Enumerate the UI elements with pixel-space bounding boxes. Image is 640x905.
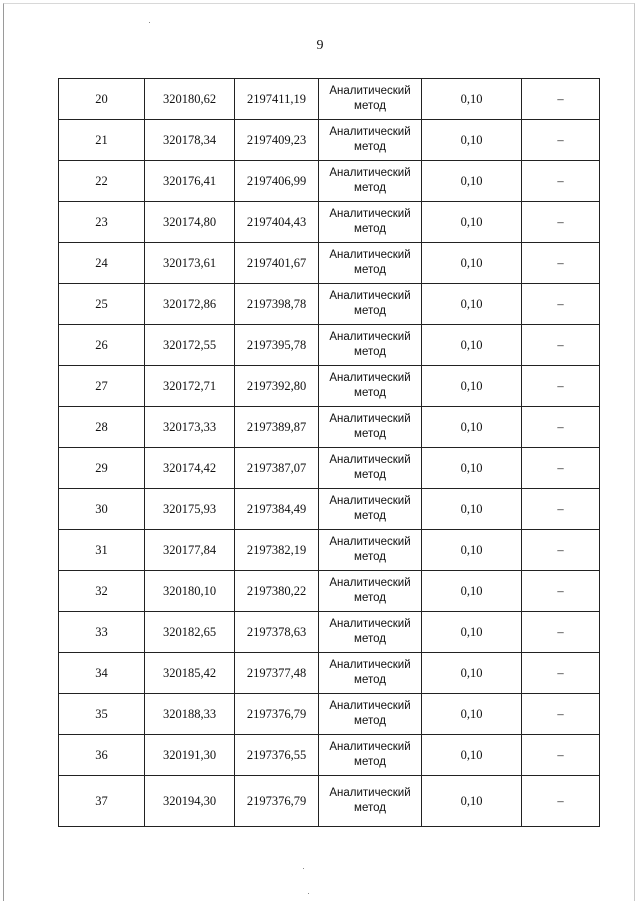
point-number-cell: 35	[59, 694, 145, 735]
table-row	[59, 284, 600, 325]
point-number-cell: 31	[59, 530, 145, 571]
x-coordinate-cell: 320185,42	[145, 653, 235, 694]
note-cell: –	[522, 530, 600, 571]
method-cell	[319, 776, 422, 827]
point-number-cell: 29	[59, 448, 145, 489]
point-number-cell: 33	[59, 612, 145, 653]
page-number: 9	[316, 38, 324, 53]
method-cell	[319, 571, 422, 612]
table-row	[59, 448, 600, 489]
accuracy-cell: 0,10	[422, 612, 522, 653]
accuracy-cell: 0,10	[422, 489, 522, 530]
accuracy-cell: 0,10	[422, 776, 522, 827]
table-row	[59, 735, 600, 776]
method-text: Аналитический метод	[329, 290, 411, 317]
method-text: Аналитический метод	[329, 413, 411, 440]
x-coordinate-cell: 320173,61	[145, 243, 235, 284]
note-cell: –	[522, 407, 600, 448]
point-number-cell: 20	[59, 79, 145, 120]
x-coordinate-cell: 320172,55	[145, 325, 235, 366]
note-cell: –	[522, 489, 600, 530]
table-row	[59, 325, 600, 366]
y-coordinate-cell: 2197382,19	[235, 530, 319, 571]
point-number-cell: 36	[59, 735, 145, 776]
accuracy-cell: 0,10	[422, 243, 522, 284]
accuracy-cell: 0,10	[422, 284, 522, 325]
note-cell: –	[522, 776, 600, 827]
method-cell	[319, 325, 422, 366]
y-coordinate-cell: 2197401,67	[235, 243, 319, 284]
method-text: Аналитический метод	[329, 495, 411, 522]
method-text: Аналитический метод	[329, 454, 411, 481]
x-coordinate-cell: 320175,93	[145, 489, 235, 530]
y-coordinate-cell: 2197376,79	[235, 776, 319, 827]
method-text: Аналитический метод	[329, 331, 411, 358]
note-cell: –	[522, 79, 600, 120]
method-cell	[319, 735, 422, 776]
note-cell: –	[522, 571, 600, 612]
x-coordinate-cell: 320174,80	[145, 202, 235, 243]
table-row	[59, 79, 600, 120]
x-coordinate-cell: 320180,62	[145, 79, 235, 120]
method-text: Аналитический метод	[329, 85, 411, 112]
x-coordinate-cell: 320178,34	[145, 120, 235, 161]
table-row	[59, 571, 600, 612]
point-number-cell: 25	[59, 284, 145, 325]
y-coordinate-cell: 2197409,23	[235, 120, 319, 161]
x-coordinate-cell: 320191,30	[145, 735, 235, 776]
method-text: Аналитический метод	[329, 372, 411, 399]
method-text: Аналитический метод	[329, 618, 411, 645]
point-number-cell: 30	[59, 489, 145, 530]
x-coordinate-cell: 320177,84	[145, 530, 235, 571]
y-coordinate-cell: 2197376,55	[235, 735, 319, 776]
method-cell	[319, 202, 422, 243]
note-cell: –	[522, 325, 600, 366]
y-coordinate-cell: 2197392,80	[235, 366, 319, 407]
y-coordinate-cell: 2197404,43	[235, 202, 319, 243]
method-text: Аналитический метод	[329, 659, 411, 686]
note-cell: –	[522, 694, 600, 735]
scan-speck	[303, 868, 304, 869]
accuracy-cell: 0,10	[422, 325, 522, 366]
note-cell: –	[522, 284, 600, 325]
y-coordinate-cell: 2197378,63	[235, 612, 319, 653]
point-number-cell: 22	[59, 161, 145, 202]
method-text: Аналитический метод	[329, 700, 411, 727]
method-text: Аналитический метод	[329, 249, 411, 276]
method-cell	[319, 120, 422, 161]
y-coordinate-cell: 2197377,48	[235, 653, 319, 694]
method-text: Аналитический метод	[329, 208, 411, 235]
accuracy-cell: 0,10	[422, 202, 522, 243]
point-number-cell: 26	[59, 325, 145, 366]
accuracy-cell: 0,10	[422, 571, 522, 612]
y-coordinate-cell: 2197406,99	[235, 161, 319, 202]
method-text: Аналитический метод	[329, 741, 411, 768]
point-number-cell: 21	[59, 120, 145, 161]
method-cell	[319, 243, 422, 284]
y-coordinate-cell: 2197376,79	[235, 694, 319, 735]
scan-speck	[149, 22, 150, 23]
note-cell: –	[522, 735, 600, 776]
coordinates-table	[58, 78, 600, 827]
table-row	[59, 489, 600, 530]
method-cell	[319, 79, 422, 120]
y-coordinate-cell: 2197389,87	[235, 407, 319, 448]
method-cell	[319, 653, 422, 694]
note-cell: –	[522, 653, 600, 694]
x-coordinate-cell: 320172,86	[145, 284, 235, 325]
point-number-cell: 23	[59, 202, 145, 243]
method-text: Аналитический метод	[329, 167, 411, 194]
accuracy-cell: 0,10	[422, 120, 522, 161]
table-row	[59, 202, 600, 243]
y-coordinate-cell: 2197398,78	[235, 284, 319, 325]
x-coordinate-cell: 320194,30	[145, 776, 235, 827]
point-number-cell: 24	[59, 243, 145, 284]
method-cell	[319, 694, 422, 735]
point-number-cell: 27	[59, 366, 145, 407]
table-row	[59, 530, 600, 571]
method-cell	[319, 161, 422, 202]
table-row	[59, 407, 600, 448]
y-coordinate-cell: 2197380,22	[235, 571, 319, 612]
x-coordinate-cell: 320172,71	[145, 366, 235, 407]
method-cell	[319, 530, 422, 571]
x-coordinate-cell: 320188,33	[145, 694, 235, 735]
note-cell: –	[522, 448, 600, 489]
note-cell: –	[522, 120, 600, 161]
table-row	[59, 776, 600, 827]
x-coordinate-cell: 320173,33	[145, 407, 235, 448]
y-coordinate-cell: 2197395,78	[235, 325, 319, 366]
y-coordinate-cell: 2197411,19	[235, 79, 319, 120]
x-coordinate-cell: 320174,42	[145, 448, 235, 489]
x-coordinate-cell: 320182,65	[145, 612, 235, 653]
x-coordinate-cell: 320180,10	[145, 571, 235, 612]
table-row	[59, 243, 600, 284]
method-cell	[319, 489, 422, 530]
note-cell: –	[522, 243, 600, 284]
table-row	[59, 120, 600, 161]
method-text: Аналитический метод	[329, 126, 411, 153]
accuracy-cell: 0,10	[422, 79, 522, 120]
coordinates-table-body	[59, 79, 600, 827]
y-coordinate-cell: 2197387,07	[235, 448, 319, 489]
accuracy-cell: 0,10	[422, 735, 522, 776]
accuracy-cell: 0,10	[422, 161, 522, 202]
table-row	[59, 612, 600, 653]
accuracy-cell: 0,10	[422, 448, 522, 489]
method-cell	[319, 448, 422, 489]
accuracy-cell: 0,10	[422, 694, 522, 735]
method-cell	[319, 284, 422, 325]
accuracy-cell: 0,10	[422, 366, 522, 407]
table-row	[59, 694, 600, 735]
point-number-cell: 37	[59, 776, 145, 827]
table-row	[59, 653, 600, 694]
method-text: Аналитический метод	[329, 787, 411, 814]
y-coordinate-cell: 2197384,49	[235, 489, 319, 530]
accuracy-cell: 0,10	[422, 653, 522, 694]
method-cell	[319, 366, 422, 407]
table-row	[59, 161, 600, 202]
method-cell	[319, 407, 422, 448]
method-cell	[319, 612, 422, 653]
note-cell: –	[522, 366, 600, 407]
point-number-cell: 34	[59, 653, 145, 694]
note-cell: –	[522, 612, 600, 653]
accuracy-cell: 0,10	[422, 530, 522, 571]
point-number-cell: 28	[59, 407, 145, 448]
note-cell: –	[522, 161, 600, 202]
point-number-cell: 32	[59, 571, 145, 612]
method-text: Аналитический метод	[329, 577, 411, 604]
scan-speck	[308, 893, 309, 894]
note-cell: –	[522, 202, 600, 243]
accuracy-cell: 0,10	[422, 407, 522, 448]
method-text: Аналитический метод	[329, 536, 411, 563]
table-row	[59, 366, 600, 407]
x-coordinate-cell: 320176,41	[145, 161, 235, 202]
